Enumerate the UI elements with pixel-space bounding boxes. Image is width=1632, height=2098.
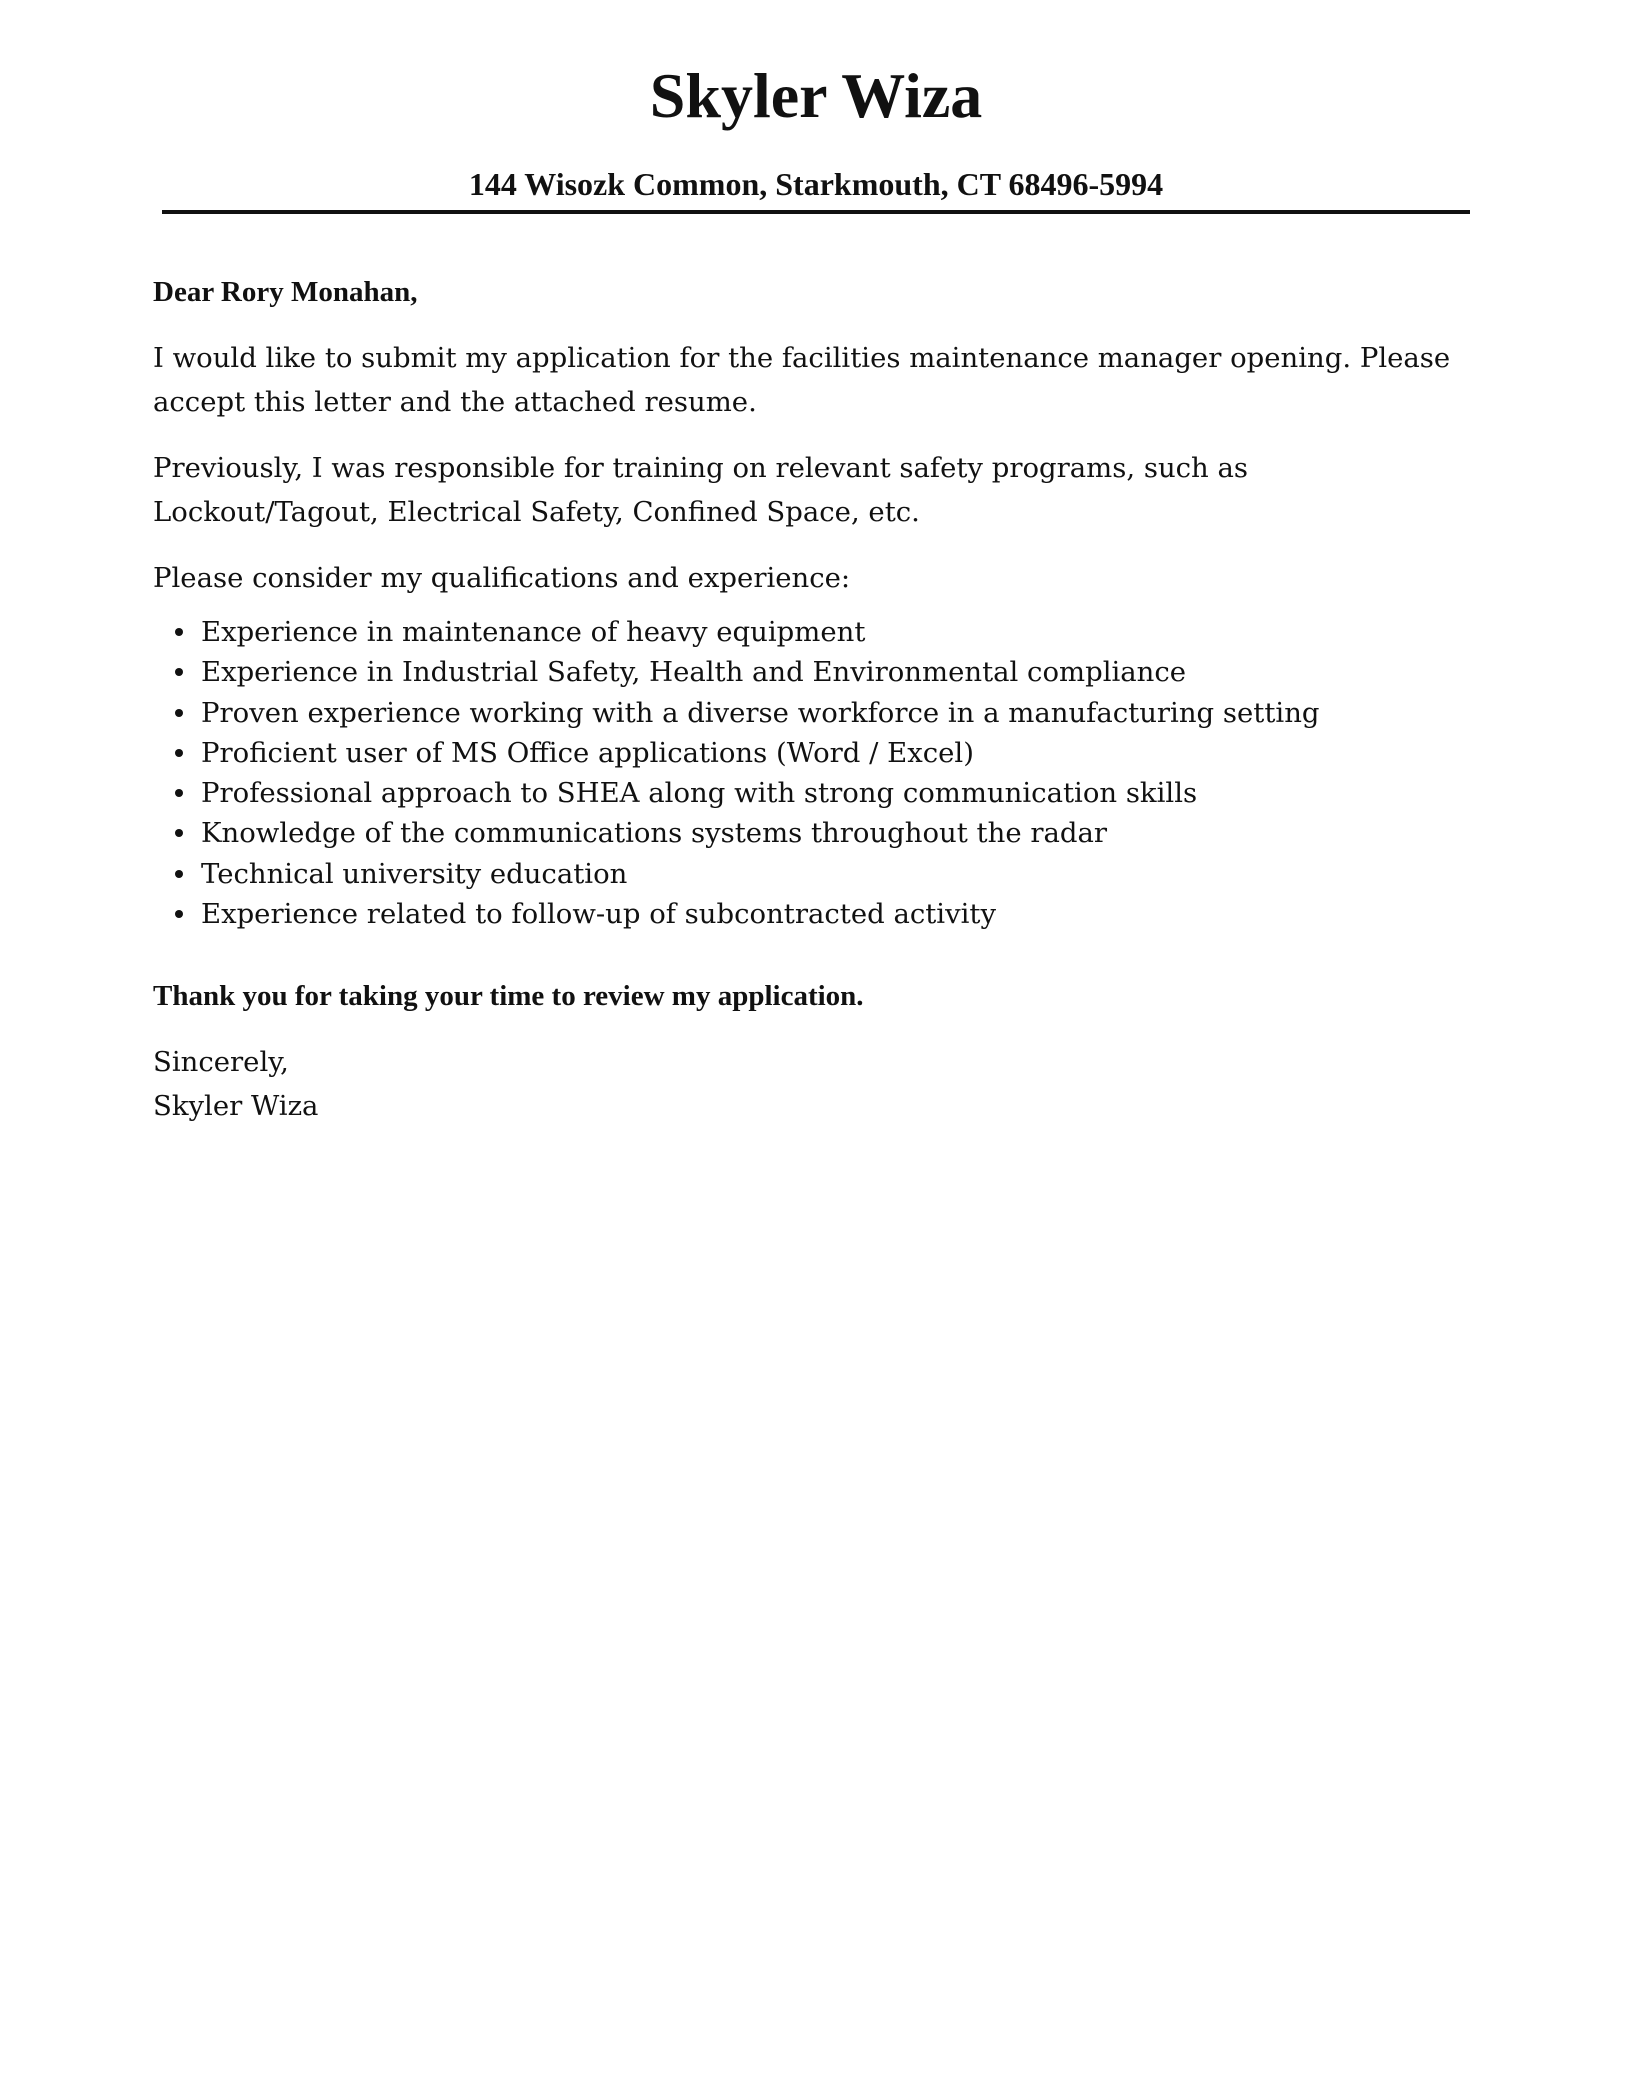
bullet-icon	[175, 749, 183, 757]
experience-paragraph: Previously, I was responsible for training on relevant safety programs, such as Lockout/Tagout, Electrical Safety, Confined Space, etc.	[153, 452, 1249, 528]
list-item	[201, 652, 1473, 692]
list-item-text: Experience in maintenance of heavy equipment	[201, 616, 866, 648]
applicant-address: 144 Wisozk Common, Starkmouth, CT 68496-5994	[468, 166, 1164, 202]
list-item	[201, 693, 1473, 733]
list-item-text: Professional approach to SHEA along with strong communication skills	[201, 777, 1198, 810]
list-item	[201, 612, 1473, 652]
list-item	[201, 894, 1473, 934]
list-item	[201, 813, 1473, 853]
bullet-icon	[175, 628, 183, 636]
intro-paragraph: I would like to submit my application for the facilities maintenance manager opening. Please accept this letter and the attached resume.	[153, 342, 1451, 418]
closing-statement: Thank you for taking your time to review my application.	[153, 980, 864, 1013]
qualifications-list	[153, 612, 1473, 934]
bullet-icon	[175, 709, 183, 717]
bullet-icon	[175, 829, 183, 837]
list-item	[201, 733, 1473, 773]
list-item-text: Experience related to follow-up of subcontracted activity	[201, 898, 997, 931]
list-item-text: Proven experience working with a diverse workforce in a manufacturing setting	[201, 696, 1320, 729]
salutation: Dear Rory Monahan,	[153, 276, 418, 308]
list-item	[201, 773, 1473, 813]
bullet-icon	[175, 870, 183, 878]
list-item-text: Technical university education	[201, 857, 628, 890]
bullet-icon	[175, 668, 183, 676]
letter-body	[153, 270, 1473, 1128]
list-item-text: Experience in Industrial Safety, Health and Environmental compliance	[201, 656, 1187, 689]
header-divider	[162, 210, 1470, 214]
signoff: Sincerely,	[153, 1046, 289, 1079]
list-item	[201, 854, 1473, 894]
list-item-text: Proficient user of MS Office applications (Word / Excel)	[201, 736, 974, 769]
signature-name: Skyler Wiza	[153, 1090, 319, 1123]
list-item-text: Knowledge of the communications systems throughout the radar	[201, 817, 1108, 850]
bullet-icon	[175, 910, 183, 918]
applicant-name: Skyler Wiza	[649, 60, 983, 131]
qualifications-intro: Please consider my qualifications and experience:	[153, 562, 851, 594]
bullet-icon	[175, 789, 183, 797]
